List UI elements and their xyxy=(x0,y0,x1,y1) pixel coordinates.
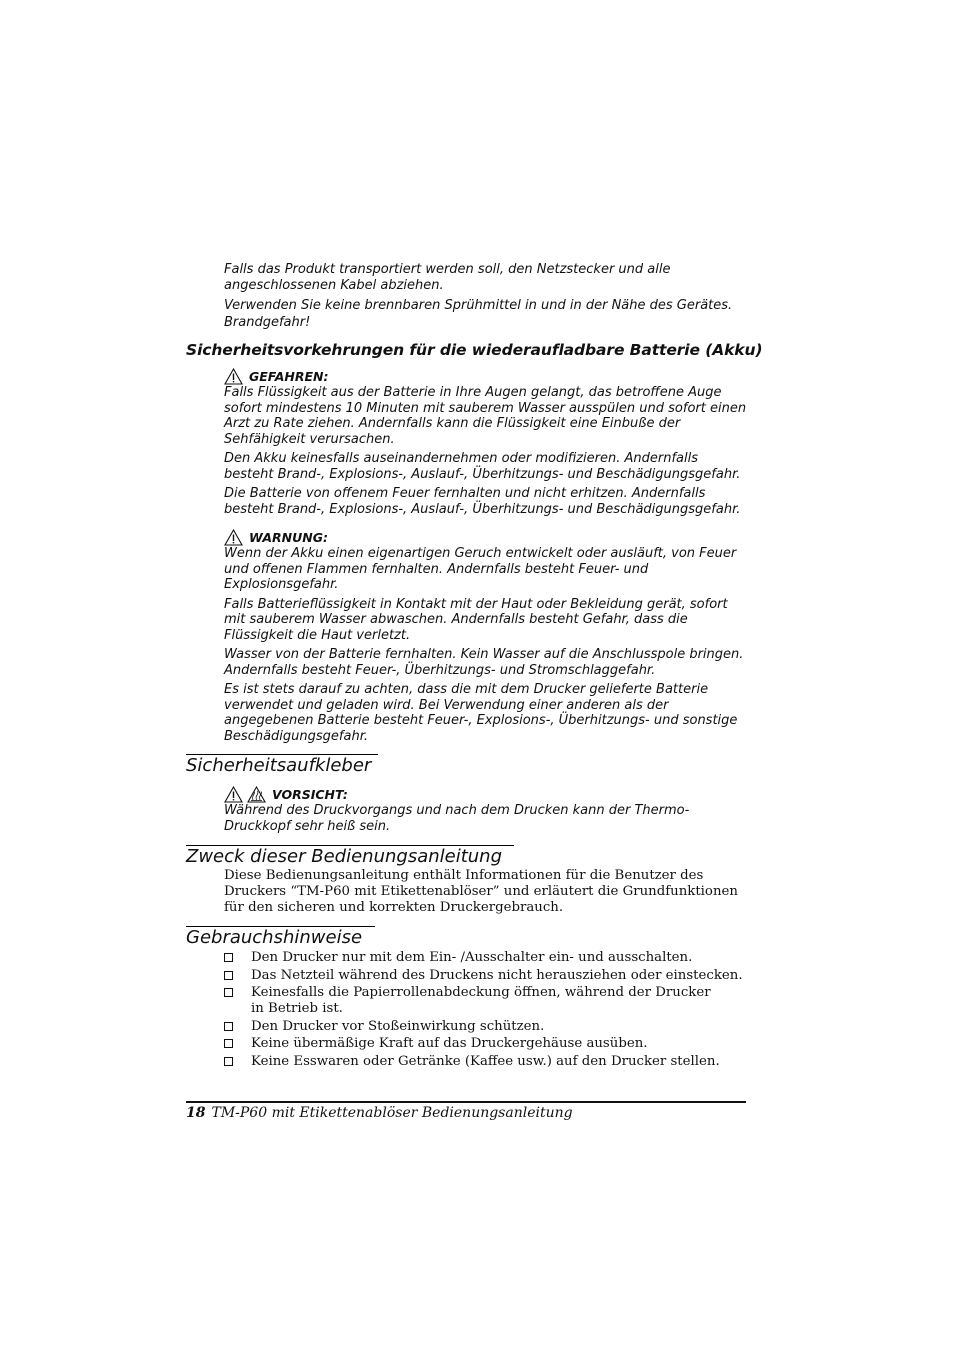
warning-item: Falls Batterieflüssigkeit in Kontakt mit der Haut oder Bekleidung gerät, sofort mit sauberem Wasser abwaschen. Andernfalls besteht Gefahr, dass die Flüssigkeit die Haut verletzt. xyxy=(224,596,728,643)
checkbox-bullet-icon xyxy=(224,1022,233,1031)
checkbox-bullet-icon xyxy=(224,971,233,980)
footer-title: TM-P60 mit Etikettenablöser Bedienungsanleitung xyxy=(211,1105,573,1121)
caution-block xyxy=(224,786,749,834)
warning-triangle-icon xyxy=(224,529,243,546)
list-item: Den Drucker vor Stoßeinwirkung schützen. xyxy=(224,1019,749,1035)
warning-triangle-icon xyxy=(224,368,243,385)
warning-item: Wasser von der Batterie fernhalten. Kein Wasser auf die Anschlusspole bringen. Andernfalls besteht Feuer-, Überhitzungs- und Stromschlaggefahr. xyxy=(224,647,744,678)
danger-block xyxy=(224,368,749,517)
purpose-block xyxy=(224,868,744,916)
purpose-text: Diese Bedienungsanleitung enthält Informationen für die Benutzer des Druckers “TM-P60 mit Etikettenablöser” und erläutert die Grundfunktionen für den sicheren und korrekten Druckergebrauch. xyxy=(224,868,738,915)
intro-block xyxy=(224,262,749,331)
warning-item: Wenn der Akku einen eigenartigen Geruch entwickelt oder ausläuft, von Feuer und offenen Flammen fernhalten. Andernfalls besteht Feuer- und Explosionsgefahr. xyxy=(224,546,737,592)
checkbox-bullet-icon xyxy=(224,988,233,997)
checkbox-bullet-icon xyxy=(224,1057,233,1066)
danger-label xyxy=(224,368,749,385)
list-item: Den Drucker nur mit dem Ein- /Ausschalter ein- und ausschalten. xyxy=(224,950,749,966)
warning-item: Es ist stets darauf zu achten, dass die mit dem Drucker gelieferte Batterie verwendet und geladen wird. Bei Verwendung einer anderen als der angegebenen Batterie besteht Feuer-, Explosions-, Überhitzungs- und sonstige Beschädigungsgefahr. xyxy=(224,682,738,744)
hot-surface-icon xyxy=(247,786,266,803)
page-footer xyxy=(186,1105,573,1121)
danger-item: Falls Flüssigkeit aus der Batterie in Ihre Augen gelangt, das betroffene Auge sofort mindestens 10 Minuten mit sauberem Wasser ausspülen und sofort einen Arzt zu Rate ziehen. Andernfalls kann die Flüssigkeit eine Einbuße der Sehfähigkeit verursachen. xyxy=(224,385,747,447)
usage-heading: Gebrauchshinweise xyxy=(186,926,375,949)
page-number: 18 xyxy=(186,1105,206,1121)
list-item: Keine übermäßige Kraft auf das Druckergehäuse ausüben. xyxy=(224,1036,749,1052)
list-item: Das Netzteil während des Druckens nicht herausziehen oder einstecken. xyxy=(224,968,749,984)
warning-label-text: WARNUNG: xyxy=(249,529,328,545)
battery-heading: Sicherheitsvorkehrungen für die wiederaufladbare Batterie (Akku) xyxy=(186,341,763,359)
usage-list xyxy=(224,950,749,1071)
intro-paragraph-2: Verwenden Sie keine brennbaren Sprühmittel in und in der Nähe des Gerätes. Brandgefahr! xyxy=(224,298,733,330)
list-item: Keine Esswaren oder Getränke (Kaffee usw.) auf den Drucker stellen. xyxy=(224,1054,749,1070)
purpose-heading: Zweck dieser Bedienungsanleitung xyxy=(186,845,514,868)
danger-item: Den Akku keinesfalls auseinandernehmen oder modifizieren. Andernfalls besteht Brand-, Explosions-, Auslauf-, Überhitzungs- und Beschädigungsgefahr. xyxy=(224,451,741,482)
warning-block xyxy=(224,529,749,744)
warning-triangle-icon xyxy=(224,786,243,803)
caution-label-text: VORSICHT: xyxy=(272,786,348,802)
caution-label xyxy=(224,786,749,803)
danger-item: Die Batterie von offenem Feuer fernhalten und nicht erhitzen. Andernfalls besteht Brand-, Explosions-, Auslauf-, Überhitzungs- und Beschädigungsgefahr. xyxy=(224,486,741,517)
intro-paragraph-1: Falls das Produkt transportiert werden soll, den Netzstecker und alle angeschlossenen Kabel abziehen. xyxy=(224,262,671,293)
checkbox-bullet-icon xyxy=(224,953,233,962)
list-item: Keinesfalls die Papierrollenabdeckung öffnen, während der Drucker in Betrieb ist. xyxy=(224,985,749,1017)
labels-heading: Sicherheitsaufkleber xyxy=(186,754,378,777)
checkbox-bullet-icon xyxy=(224,1039,233,1048)
danger-label-text: GEFAHREN: xyxy=(249,368,329,384)
warning-label xyxy=(224,529,749,546)
footer-rule xyxy=(186,1101,746,1103)
caution-text: Während des Druckvorgangs und nach dem Drucken kann der Thermo-Druckkopf sehr heiß sein. xyxy=(224,803,690,834)
